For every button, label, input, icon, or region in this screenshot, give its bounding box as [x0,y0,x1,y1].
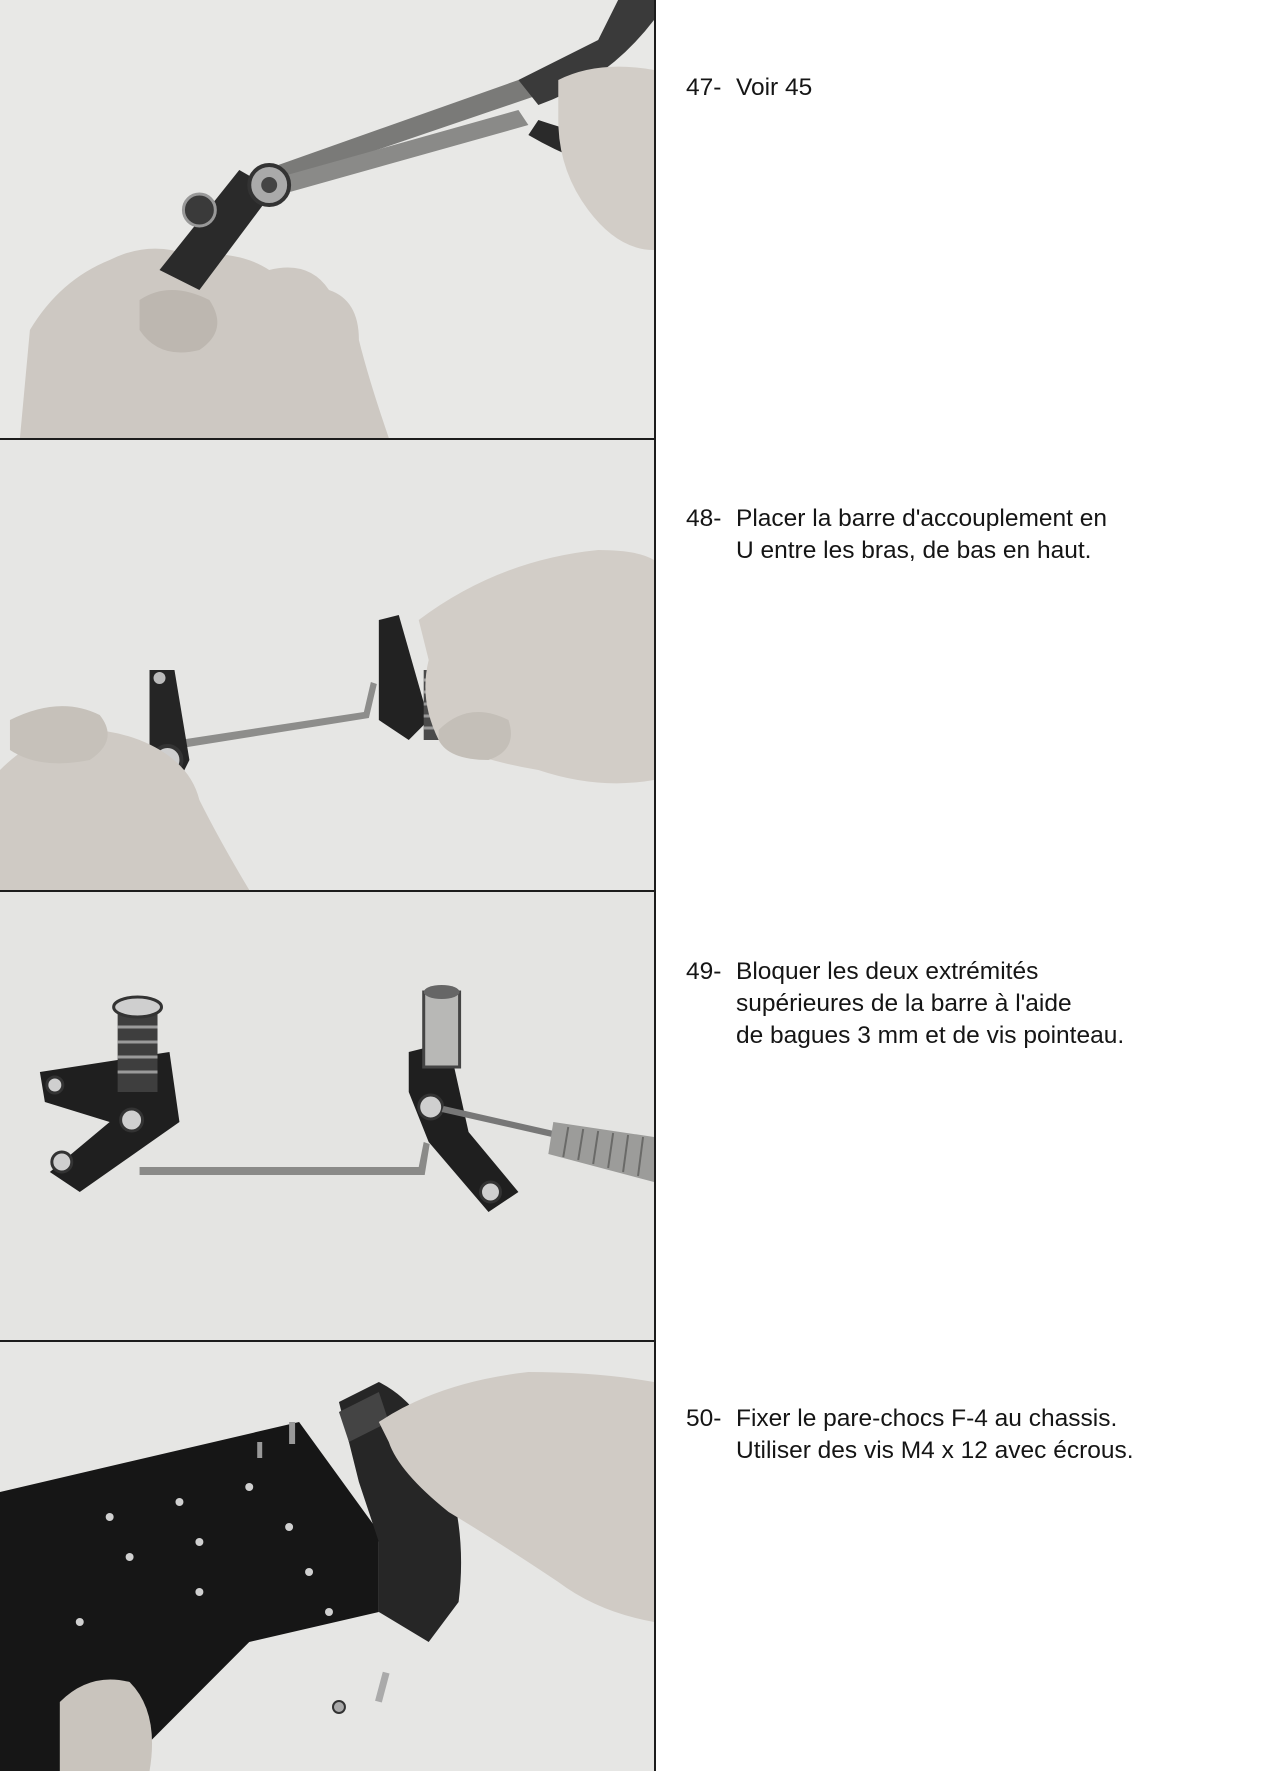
photo-step-48 [0,440,656,890]
step-number: 49- [686,958,722,985]
step-text: de bagues 3 mm et de vis pointeau. [736,1022,1125,1049]
step-number: 47- [686,74,722,101]
step-text: Utiliser des vis M4 x 12 avec écrous. [736,1437,1134,1464]
step-48 [686,503,1107,567]
step-47 [686,72,812,104]
step-text: U entre les bras, de bas en haut. [736,537,1092,564]
step-text: Fixer le pare-chocs F-4 au chassis. [736,1405,1118,1432]
photo-step-49 [0,892,656,1340]
step-number: 50- [686,1405,722,1432]
step-number: 48- [686,505,722,532]
photo-step-50 [0,1342,656,1771]
step-50 [686,1403,1134,1467]
step-text: supérieures de la barre à l'aide [736,990,1072,1017]
step-text: Placer la barre d'accouplement en [736,505,1108,532]
step-49 [686,956,1124,1052]
step-text: Bloquer les deux extrémités [736,958,1039,985]
photo-step-47 [0,0,656,438]
step-text: Voir 45 [736,74,813,101]
